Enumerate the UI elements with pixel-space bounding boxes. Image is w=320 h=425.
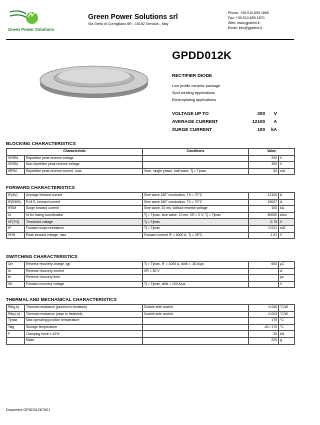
symbol: Rth(c-h)	[7, 311, 25, 318]
table-row	[7, 305, 295, 312]
forward-title: FORWARD CHARACTERISTICS	[6, 185, 75, 190]
unit: μC	[279, 262, 295, 269]
fax-line: Fax: +39-010-659 1870	[228, 16, 265, 20]
conditions: Tj = Tjmax, sine wave, 10 ms, VR = 0 V, Tj = Tjmax	[143, 212, 249, 219]
value: 600	[249, 262, 279, 269]
value: 300	[249, 162, 279, 169]
symbol: IF(AV)	[7, 193, 25, 200]
conditions: Tj = Tjmax, IF = 1000 A, di/dt = -30 A/μs	[143, 262, 249, 269]
symbol: IFSM	[7, 206, 25, 213]
table-row	[7, 318, 295, 325]
unit: kA	[279, 206, 295, 213]
company-name: Green Power Solutions srl	[88, 12, 178, 21]
rating-label: SURGE CURRENT	[172, 127, 213, 132]
table-row	[7, 168, 295, 175]
value: 170	[249, 318, 279, 325]
table-row	[7, 219, 295, 226]
blocking-table	[6, 148, 295, 175]
value	[249, 268, 279, 275]
characteristic: Threshold voltage	[25, 219, 143, 226]
table-row	[7, 193, 295, 200]
characteristic: Forward recovery voltage	[25, 281, 143, 288]
value	[249, 281, 279, 288]
symbol	[7, 337, 25, 344]
switching-table	[6, 261, 295, 288]
value: -40 / 170	[249, 324, 279, 331]
value	[249, 275, 279, 282]
unit: °C/W	[279, 311, 295, 318]
conditions: Tj = Tjmax	[143, 225, 249, 232]
symbol: VRSM	[7, 162, 25, 169]
unit: μs	[279, 275, 295, 282]
symbol: VRRM	[7, 155, 25, 162]
conditions	[143, 162, 249, 169]
rating-unit: V	[273, 111, 277, 116]
rating-unit: kA	[271, 127, 277, 132]
unit: A	[279, 268, 295, 275]
unit: V	[279, 162, 295, 169]
unit: mA	[279, 168, 295, 175]
col-header-conditions: Conditions	[143, 149, 249, 156]
characteristic: I²t for fusing coordination	[25, 212, 143, 219]
conditions	[143, 331, 249, 338]
unit: mΩ	[279, 225, 295, 232]
symbol: IF(RMS)	[7, 199, 25, 206]
symbol: Rth(j-h)	[7, 305, 25, 312]
rating-value: 200	[257, 111, 265, 116]
conditions	[143, 324, 249, 331]
logo-text: Green Power Solutions	[8, 27, 55, 32]
characteristic: R.M.S. forward current	[25, 199, 143, 206]
symbol: I²t	[7, 212, 25, 219]
characteristic: Reverse recovery current	[25, 268, 143, 275]
thermal-title: THERMAL AND MECHANICAL CHARACTERISTICS	[6, 297, 117, 302]
conditions: Double side cooled	[143, 305, 249, 312]
value: 100	[249, 206, 279, 213]
characteristic: Repetitive peak reverse current, max.	[25, 168, 143, 175]
unit: V	[279, 219, 295, 226]
value: 12100	[249, 193, 279, 200]
symbol: Vfr	[7, 281, 25, 288]
unit: V	[279, 155, 295, 162]
table-row	[7, 199, 295, 206]
table-row	[7, 331, 295, 338]
conditions: Tj = Tjmax	[143, 219, 249, 226]
symbol: Tjmax	[7, 318, 25, 325]
company-address: Via Greto di Cornigliano 6R - 16152 Genova - Italy	[88, 22, 169, 26]
value: 50000	[249, 212, 279, 219]
table-row	[7, 337, 295, 344]
symbol: F	[7, 331, 25, 338]
rating-unit: A	[273, 119, 277, 124]
value: 200	[249, 155, 279, 162]
device-type: RECTIFIER DIODE	[172, 73, 213, 78]
unit: V	[279, 281, 295, 288]
table-row	[7, 324, 295, 331]
symbol: VFM	[7, 232, 25, 239]
value: 0.003	[249, 311, 279, 318]
value: 50	[249, 168, 279, 175]
phone-line: Phone: +39-010-659 1869	[228, 11, 269, 15]
rating-value: 12100	[252, 119, 265, 124]
table-row	[7, 268, 295, 275]
contact-block	[228, 11, 269, 31]
conditions: Sine wave 180° conduction, Th = 70°C	[143, 193, 249, 200]
characteristic: Mass	[25, 337, 143, 344]
characteristic: Reverse recovery time	[25, 275, 143, 282]
conditions	[143, 318, 249, 325]
diode-package-image	[38, 58, 150, 100]
unit: °C	[279, 324, 295, 331]
unit: A	[279, 193, 295, 200]
characteristic: Max operating junction temperature	[25, 318, 143, 325]
table-row	[7, 155, 295, 162]
document-footer: Document GPDD012K7001	[6, 408, 51, 412]
unit: °C	[279, 318, 295, 325]
symbol: rF	[7, 225, 25, 232]
blocking-title: BLOCKING CHARACTERISTICS	[6, 141, 76, 146]
table-row	[7, 225, 295, 232]
characteristic: Thermal resistance (case to heatsink)	[25, 311, 143, 318]
conditions	[143, 275, 249, 282]
value: 1.01	[249, 232, 279, 239]
thermal-table	[6, 304, 295, 345]
unit: °C/W	[279, 305, 295, 312]
rating-label: AVERAGE CURRENT	[172, 119, 219, 124]
unit: V	[279, 232, 295, 239]
web-line[interactable]: Web: www.gpsemi.it	[228, 21, 260, 25]
table-row	[7, 206, 295, 213]
conditions	[143, 337, 249, 344]
characteristic: Average forward current	[25, 193, 143, 200]
conditions: Forward current IF = 6000 A, Tj = 25°C	[143, 232, 249, 239]
conditions: Double side cooled	[143, 311, 249, 318]
symbol: Tstg	[7, 324, 25, 331]
col-header-value: Value	[249, 149, 295, 156]
value: 19007	[249, 199, 279, 206]
feature-1: Low profile ceramic package	[172, 84, 221, 88]
symbol: VF(TO)	[7, 219, 25, 226]
symbol: Qrr	[7, 262, 25, 269]
table-row	[7, 212, 295, 219]
unit: kA²s	[279, 212, 295, 219]
characteristic: Surge forward current	[25, 206, 143, 213]
conditions: Tj = Tjmax, di/dt = 100 A/μs	[143, 281, 249, 288]
value: 220	[249, 337, 279, 344]
unit: g	[279, 337, 295, 344]
email-line[interactable]: Email: info@gpsemi.it	[228, 26, 262, 30]
feature-2: Spot welding applications	[172, 91, 215, 95]
symbol: Irr	[7, 268, 25, 275]
value: 0.75	[249, 219, 279, 226]
unit: A	[279, 199, 295, 206]
conditions: Sine wave 180° conduction, Th = 70°C	[143, 199, 249, 206]
characteristic: Forward slope resistance	[25, 225, 143, 232]
feature-3: Electroplating applications	[172, 98, 217, 102]
conditions: Sine wave, 10 ms, without reverse voltage	[143, 206, 249, 213]
characteristic: Non-repetitive peak reverse voltage	[25, 162, 143, 169]
characteristic: Peak forward voltage, max	[25, 232, 143, 239]
value: 0.021	[249, 225, 279, 232]
value: 35	[249, 331, 279, 338]
symbol: trr	[7, 275, 25, 282]
characteristic: Repetitive peak reverse voltage	[25, 155, 143, 162]
table-row	[7, 281, 295, 288]
characteristic: Thermal resistance (junction to heatsink)	[25, 305, 143, 312]
characteristic: Reverse recovery charge, typ.	[25, 262, 143, 269]
conditions	[143, 155, 249, 162]
table-header-row	[7, 149, 295, 156]
forward-table	[6, 192, 295, 239]
header-divider	[6, 39, 294, 40]
table-row	[7, 311, 295, 318]
rating-label: VOLTAGE UP TO	[172, 111, 209, 116]
switching-title: SWITCHING CHARACTERISTICS	[6, 254, 78, 259]
table-row	[7, 275, 295, 282]
value: 0.006	[249, 305, 279, 312]
symbol: IRRM	[7, 168, 25, 175]
col-header-characteristic: Characteristic	[7, 149, 143, 156]
table-row	[7, 232, 295, 239]
table-row	[7, 262, 295, 269]
rating-value: 100	[257, 127, 265, 132]
unit: kN	[279, 331, 295, 338]
company-logo	[6, 8, 58, 34]
characteristic: Storage temperature	[25, 324, 143, 331]
table-row	[7, 162, 295, 169]
characteristic: Clamping force ± 10%	[25, 331, 143, 338]
conditions: VR = 50 V	[143, 268, 249, 275]
part-number: GPDD012K	[172, 50, 232, 62]
conditions: Vrrm, single phase, half wave, Tj = Tjmax	[143, 168, 249, 175]
